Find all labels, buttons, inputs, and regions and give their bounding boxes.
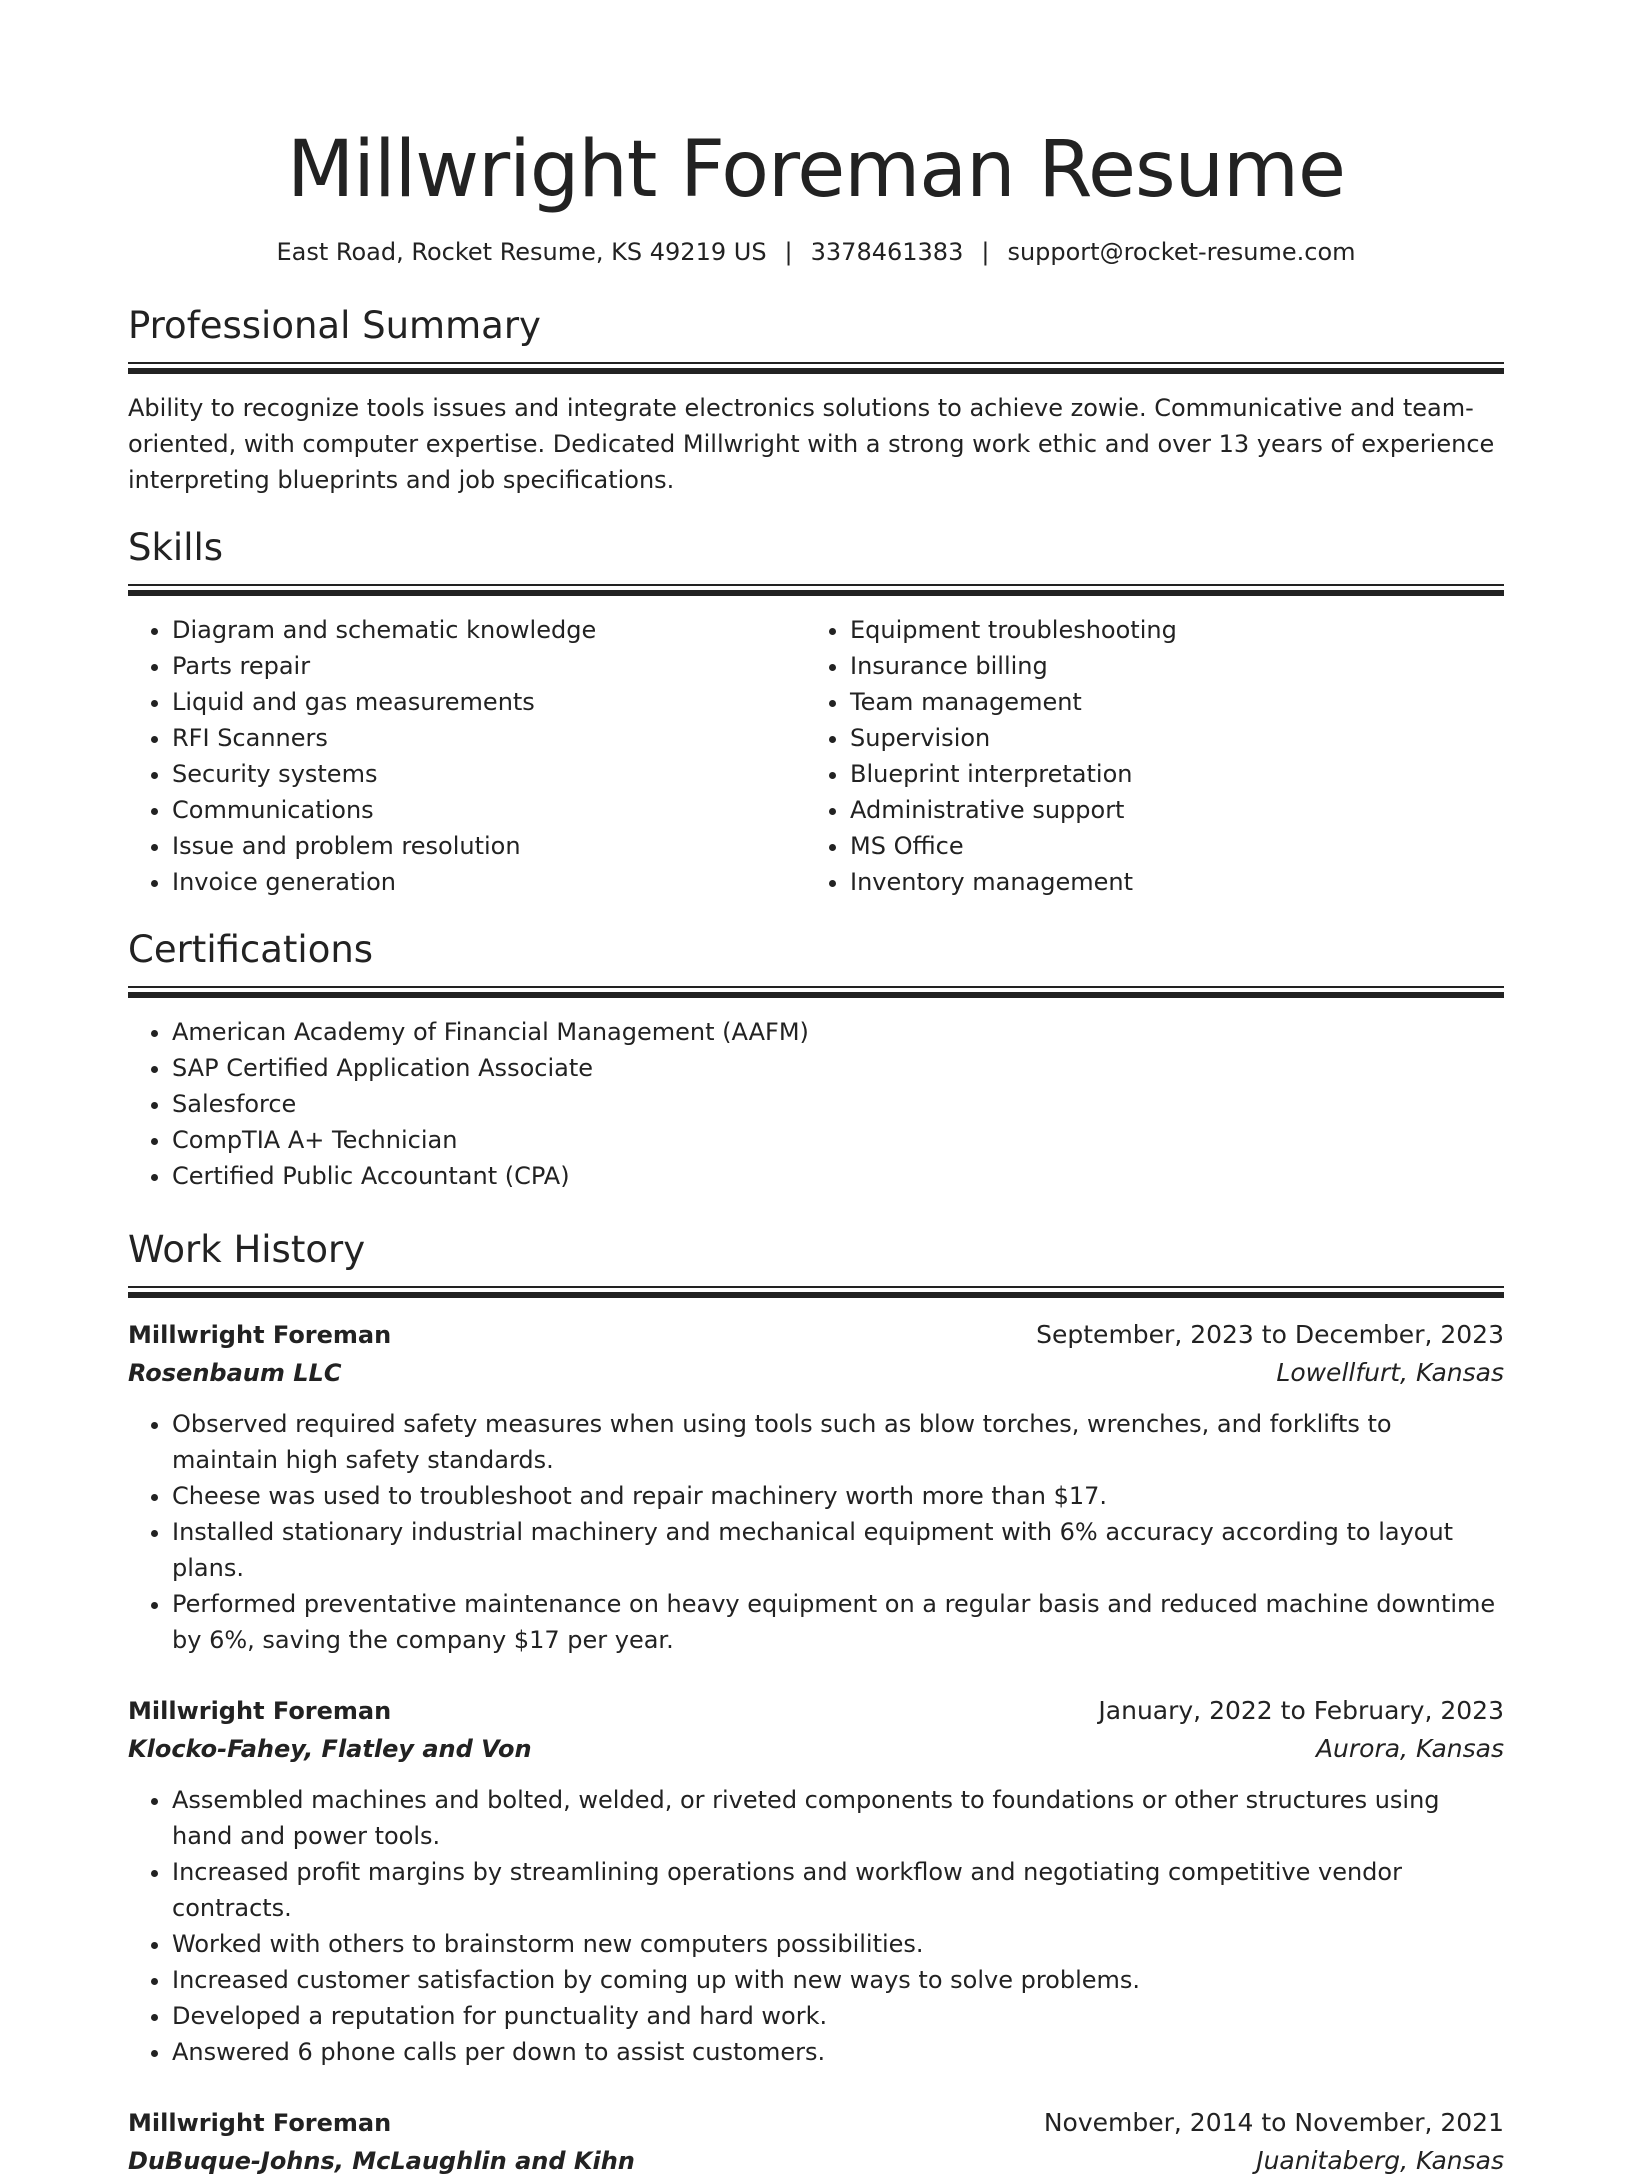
job-company: Klocko-Fahey, Flatley and Von bbox=[128, 1735, 532, 1763]
job-bullets bbox=[128, 1406, 1504, 1658]
job-dates: November, 2014 to November, 2021 bbox=[1043, 2108, 1504, 2137]
skill-item: • MS Office bbox=[850, 828, 1484, 864]
skill-item: • Liquid and gas measurements bbox=[172, 684, 806, 720]
skills-grid bbox=[128, 612, 1504, 900]
job-bullet: • Answered 6 phone calls per down to assist customers. bbox=[172, 2034, 1504, 2070]
section-divider bbox=[128, 986, 1504, 998]
job-bullets bbox=[128, 1782, 1504, 2070]
job-bullet: • Increased customer satisfaction by coming up with new ways to solve problems. bbox=[172, 1962, 1504, 1998]
job-bullet: • Increased profit margins by streamlining operations and workflow and negotiating competitive vendor contracts. bbox=[172, 1854, 1504, 1926]
section-divider bbox=[128, 584, 1504, 596]
skill-item: • Supervision bbox=[850, 720, 1484, 756]
contact-email: support@rocket-resume.com bbox=[1007, 238, 1356, 266]
job-entry bbox=[128, 1316, 1504, 1658]
skill-item: • Equipment troubleshooting bbox=[850, 612, 1484, 648]
job-entry bbox=[128, 2104, 1504, 2180]
job-dates: September, 2023 to December, 2023 bbox=[1036, 1320, 1504, 1349]
job-location: Juanitaberg, Kansas bbox=[1256, 2146, 1504, 2175]
skills-list-right bbox=[806, 612, 1484, 900]
job-bullet: • Developed a reputation for punctuality and hard work. bbox=[172, 1998, 1504, 2034]
job-title: Millwright Foreman bbox=[128, 2109, 392, 2137]
section-title-work-history: Work History bbox=[128, 1228, 366, 1271]
contact-phone: 3378461383 bbox=[810, 238, 964, 266]
skill-item: • Inventory management bbox=[850, 864, 1484, 900]
job-location: Aurora, Kansas bbox=[1315, 1734, 1504, 1763]
certifications-section bbox=[128, 928, 1504, 1194]
job-header-row bbox=[128, 1316, 1504, 1354]
skill-item: • Team management bbox=[850, 684, 1484, 720]
certification-item: • SAP Certified Application Associate bbox=[172, 1050, 1504, 1086]
job-bullet: • Worked with others to brainstorm new computers possibilities. bbox=[172, 1926, 1504, 1962]
contact-address: East Road, Rocket Resume, KS 49219 US bbox=[276, 238, 767, 266]
summary-text: Ability to recognize tools issues and integrate electronics solutions to achieve zowie. Communicative and team-oriented, with computer expertise. Dedicated Millwright with a strong work ethic and over 13 years of experience interpreting blueprints and job specifications. bbox=[128, 394, 1495, 494]
skills-section bbox=[128, 526, 1504, 900]
section-title-summary: Professional Summary bbox=[128, 304, 541, 347]
job-location: Lowellfurt, Kansas bbox=[1276, 1358, 1504, 1387]
job-bullet: • Cheese was used to troubleshoot and repair machinery worth more than $17. bbox=[172, 1478, 1504, 1514]
certifications-list bbox=[128, 1014, 1504, 1194]
certification-item: • American Academy of Financial Management (AAFM) bbox=[172, 1014, 1504, 1050]
contact-separator: | bbox=[784, 238, 793, 266]
skill-item: • Invoice generation bbox=[172, 864, 806, 900]
job-bullet: • Assembled machines and bolted, welded, or riveted components to foundations or other structures using hand and power tools. bbox=[172, 1782, 1504, 1854]
skill-item: • Issue and problem resolution bbox=[172, 828, 806, 864]
skill-item: • Security systems bbox=[172, 756, 806, 792]
skill-item: • Communications bbox=[172, 792, 806, 828]
contact-separator: | bbox=[981, 238, 990, 266]
job-company-row bbox=[128, 1730, 1504, 1768]
job-bullet: • Observed required safety measures when using tools such as blow torches, wrenches, and forklifts to maintain high safety standards. bbox=[172, 1406, 1504, 1478]
resume-title: Millwright Foreman Resume bbox=[286, 125, 1346, 215]
section-divider bbox=[128, 1286, 1504, 1298]
job-title: Millwright Foreman bbox=[128, 1321, 392, 1349]
skill-item: • Parts repair bbox=[172, 648, 806, 684]
job-bullet: • Installed stationary industrial machinery and mechanical equipment with 6% accuracy according to layout plans. bbox=[172, 1514, 1504, 1586]
skill-item: • Blueprint interpretation bbox=[850, 756, 1484, 792]
job-dates: January, 2022 to February, 2023 bbox=[1098, 1696, 1504, 1725]
section-title-certifications: Certifications bbox=[128, 928, 374, 971]
section-title-skills: Skills bbox=[128, 526, 224, 569]
skill-item: • Diagram and schematic knowledge bbox=[172, 612, 806, 648]
job-header-row bbox=[128, 2104, 1504, 2142]
job-company-row bbox=[128, 2142, 1504, 2180]
certification-item: • Salesforce bbox=[172, 1086, 1504, 1122]
resume-page bbox=[128, 0, 1504, 2180]
skills-column-left bbox=[128, 612, 806, 900]
contact-line bbox=[128, 236, 1504, 268]
skills-list-left bbox=[128, 612, 806, 900]
skill-item: • Administrative support bbox=[850, 792, 1484, 828]
job-bullet: • Performed preventative maintenance on heavy equipment on a regular basis and reduced machine downtime by 6%, saving the company $17 per year. bbox=[172, 1586, 1504, 1658]
job-entry bbox=[128, 1692, 1504, 2070]
job-company-row bbox=[128, 1354, 1504, 1392]
job-company: DuBuque-Johns, McLaughlin and Kihn bbox=[128, 2147, 635, 2175]
skill-item: • Insurance billing bbox=[850, 648, 1484, 684]
certification-item: • Certified Public Accountant (CPA) bbox=[172, 1158, 1504, 1194]
job-title: Millwright Foreman bbox=[128, 1697, 392, 1725]
job-header-row bbox=[128, 1692, 1504, 1730]
job-company: Rosenbaum LLC bbox=[128, 1359, 342, 1387]
skill-item: • RFI Scanners bbox=[172, 720, 806, 756]
work-history-section bbox=[128, 1228, 1504, 2180]
section-divider bbox=[128, 362, 1504, 374]
summary-section bbox=[128, 304, 1504, 498]
skills-column-right bbox=[806, 612, 1484, 900]
certification-item: • CompTIA A+ Technician bbox=[172, 1122, 1504, 1158]
